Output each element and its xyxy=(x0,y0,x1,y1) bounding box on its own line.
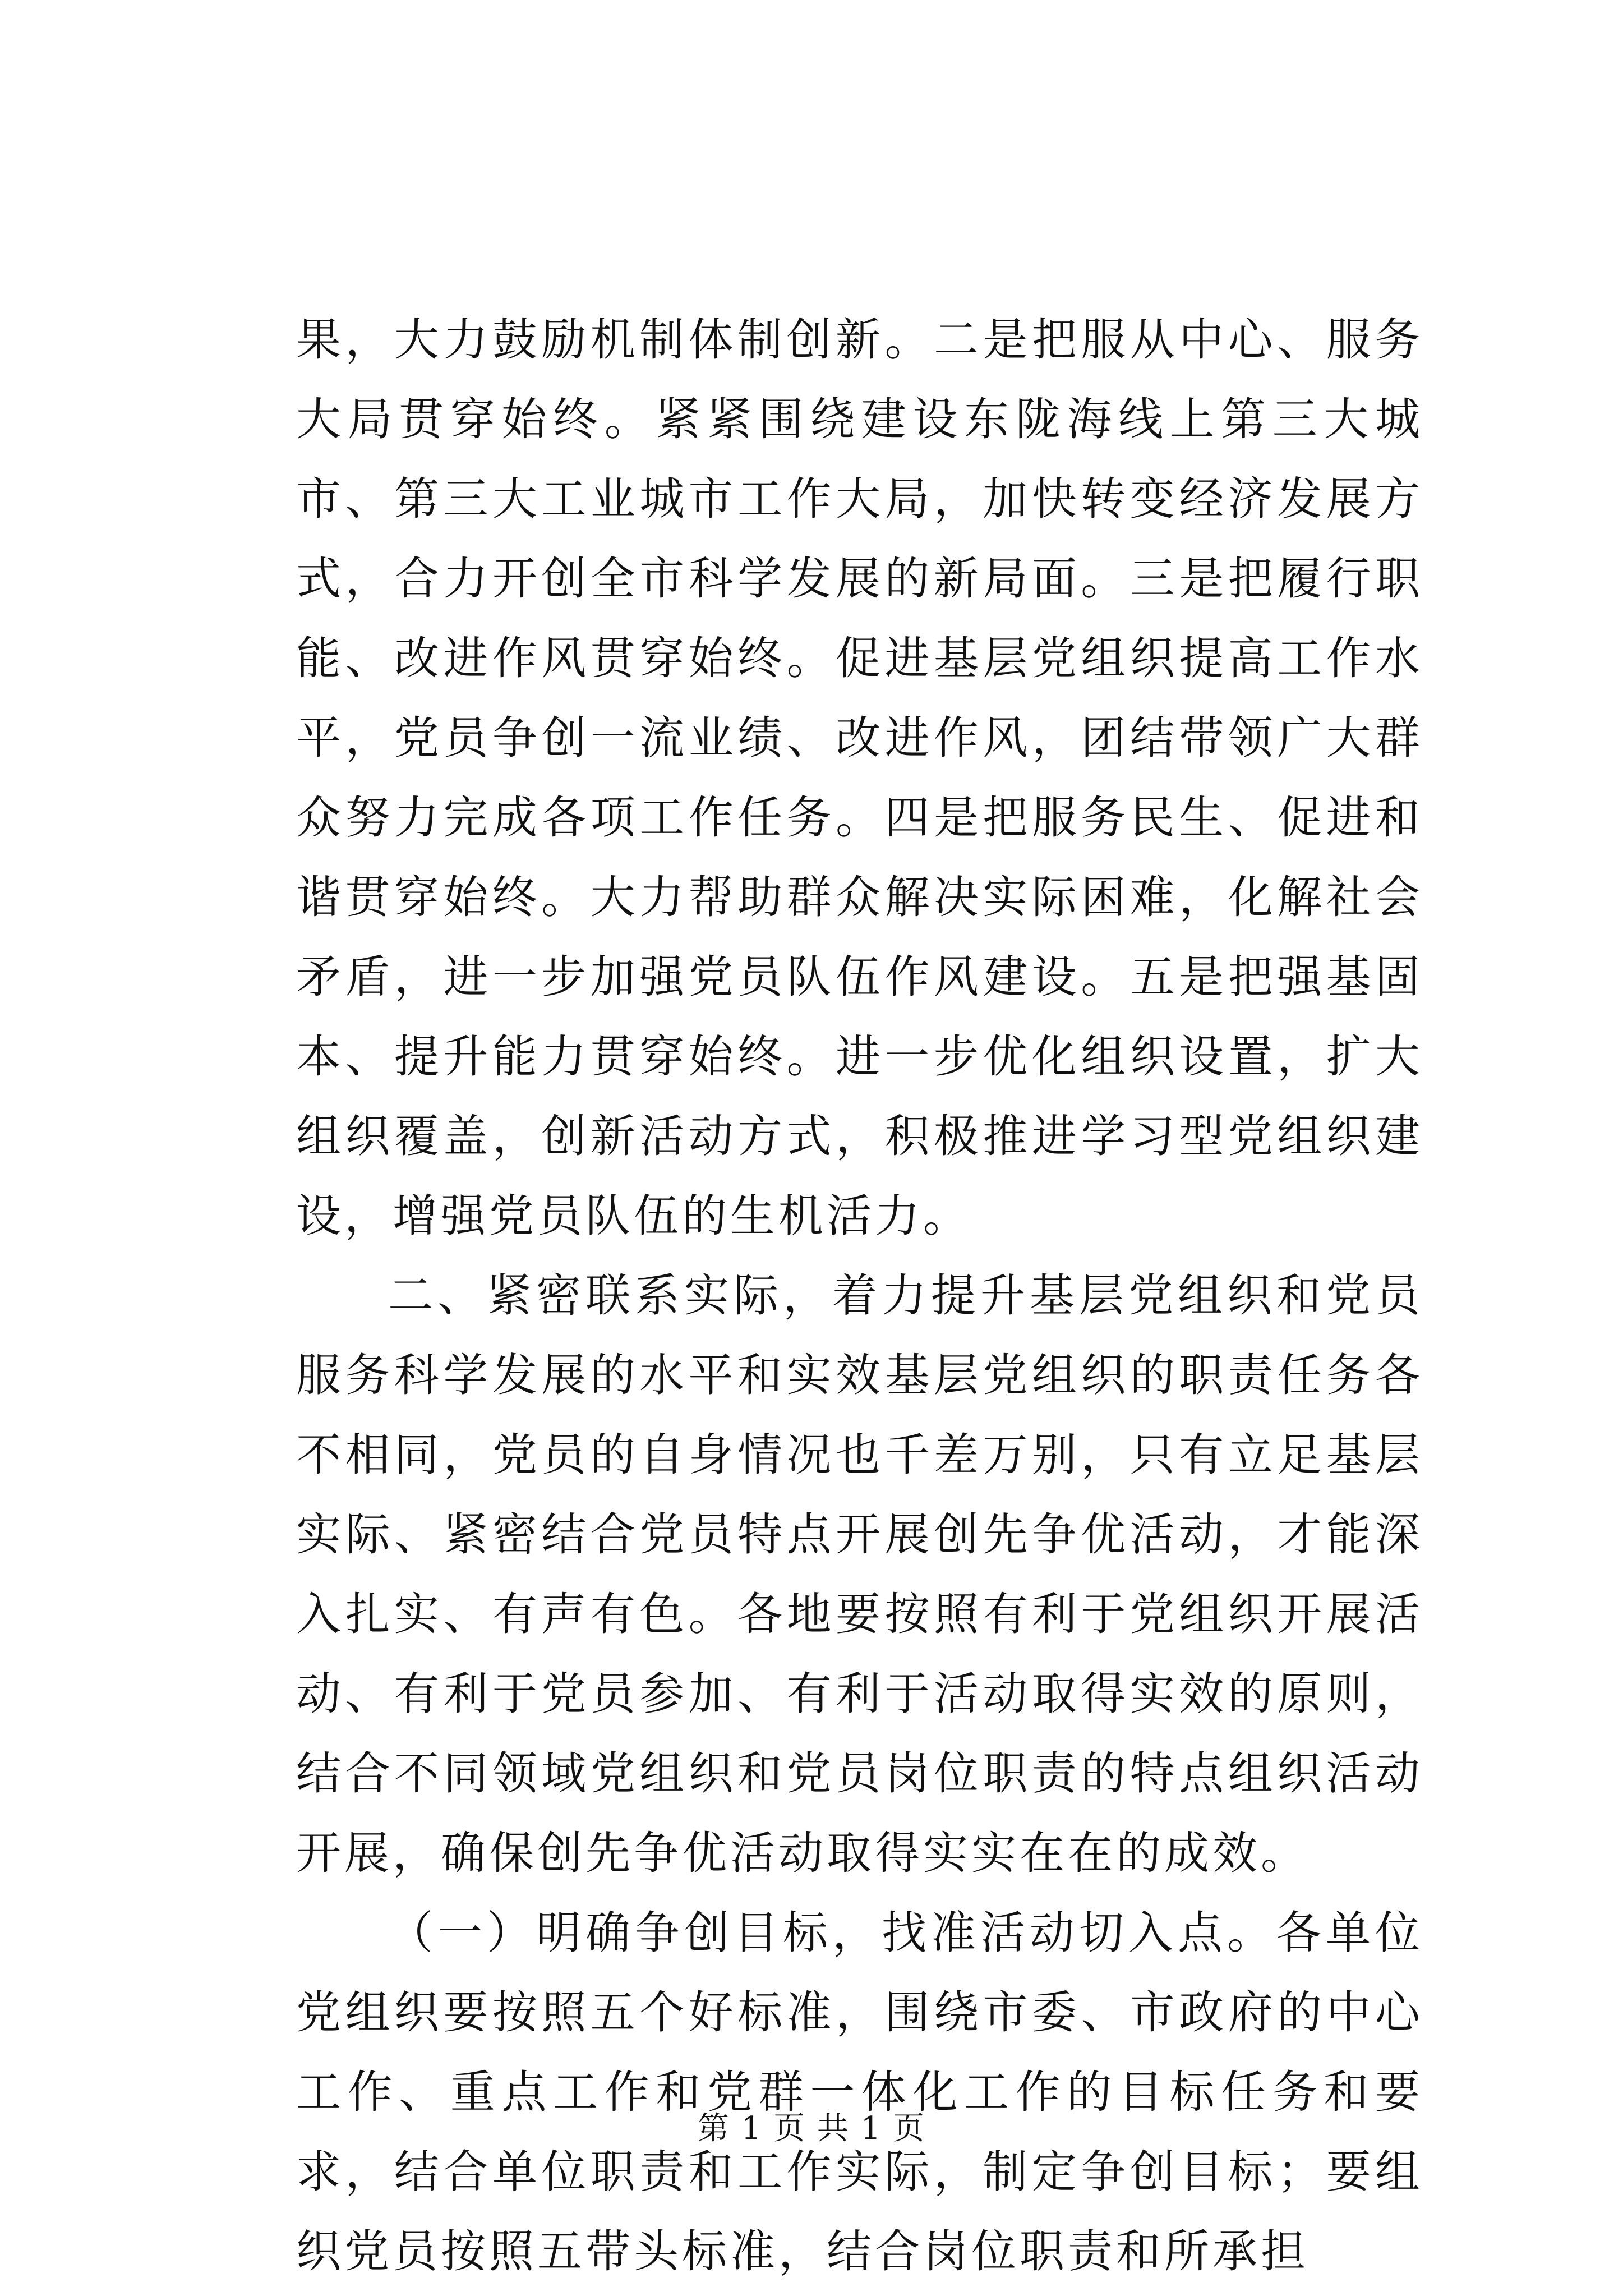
paragraph-section-two: 二、紧密联系实际，着力提升基层党组织和党员服务科学发展的水平和实效基层党组织的职责任务各不相同，党员的自身情况也千差万别，只有立足基层实际、紧密结合党员特点开展创先争优活动，才能深入扎实、有声有色。各地要按照有利于党组织开展活动、有利于党员参加、有利于活动取得实效的原则，结合不同领域党组织和党员岗位职责的特点组织活动开展，确保创先争优活动取得实实在在的成效。 xyxy=(296,1269,1423,1879)
paragraph-continuation: 果，大力鼓励机制体制创新。二是把服从中心、服务大局贯穿始终。紧紧围绕建设东陇海线上第三大城市、第三大工业城市工作大局，加快转变经济发展方式，合力开创全市科学发展的新局面。三是把履行职能、改进作风贯穿始终。促进基层党组织提高工作水平，党员争创一流业绩、改进作风，团结带领广大群众努力完成各项工作任务。四是把服务民生、促进和谐贯穿始终。大力帮助群众解决实际困难，化解社会矛盾，进一步加强党员队伍作风建设。五是把强基固本、提升能力贯穿始终。进一步优化组织设置，扩大组织覆盖，创新活动方式，积极推进学习型党组织建设，增强党员队伍的生机活力。 xyxy=(296,314,1423,1242)
page-footer: 第 1 页 共 1 页 xyxy=(697,2110,926,2147)
document-body xyxy=(296,300,1423,2292)
paragraph-subsection-one: （一）明确争创目标，找准活动切入点。各单位党组织要按照五个好标准，围绕市委、市政府的中心工作、重点工作和党群一体化工作的目标任务和要求，结合单位职责和工作实际，制定争创目标；要组织党员按照五带头标准，结合岗位职责和所承担 xyxy=(296,1907,1423,2277)
